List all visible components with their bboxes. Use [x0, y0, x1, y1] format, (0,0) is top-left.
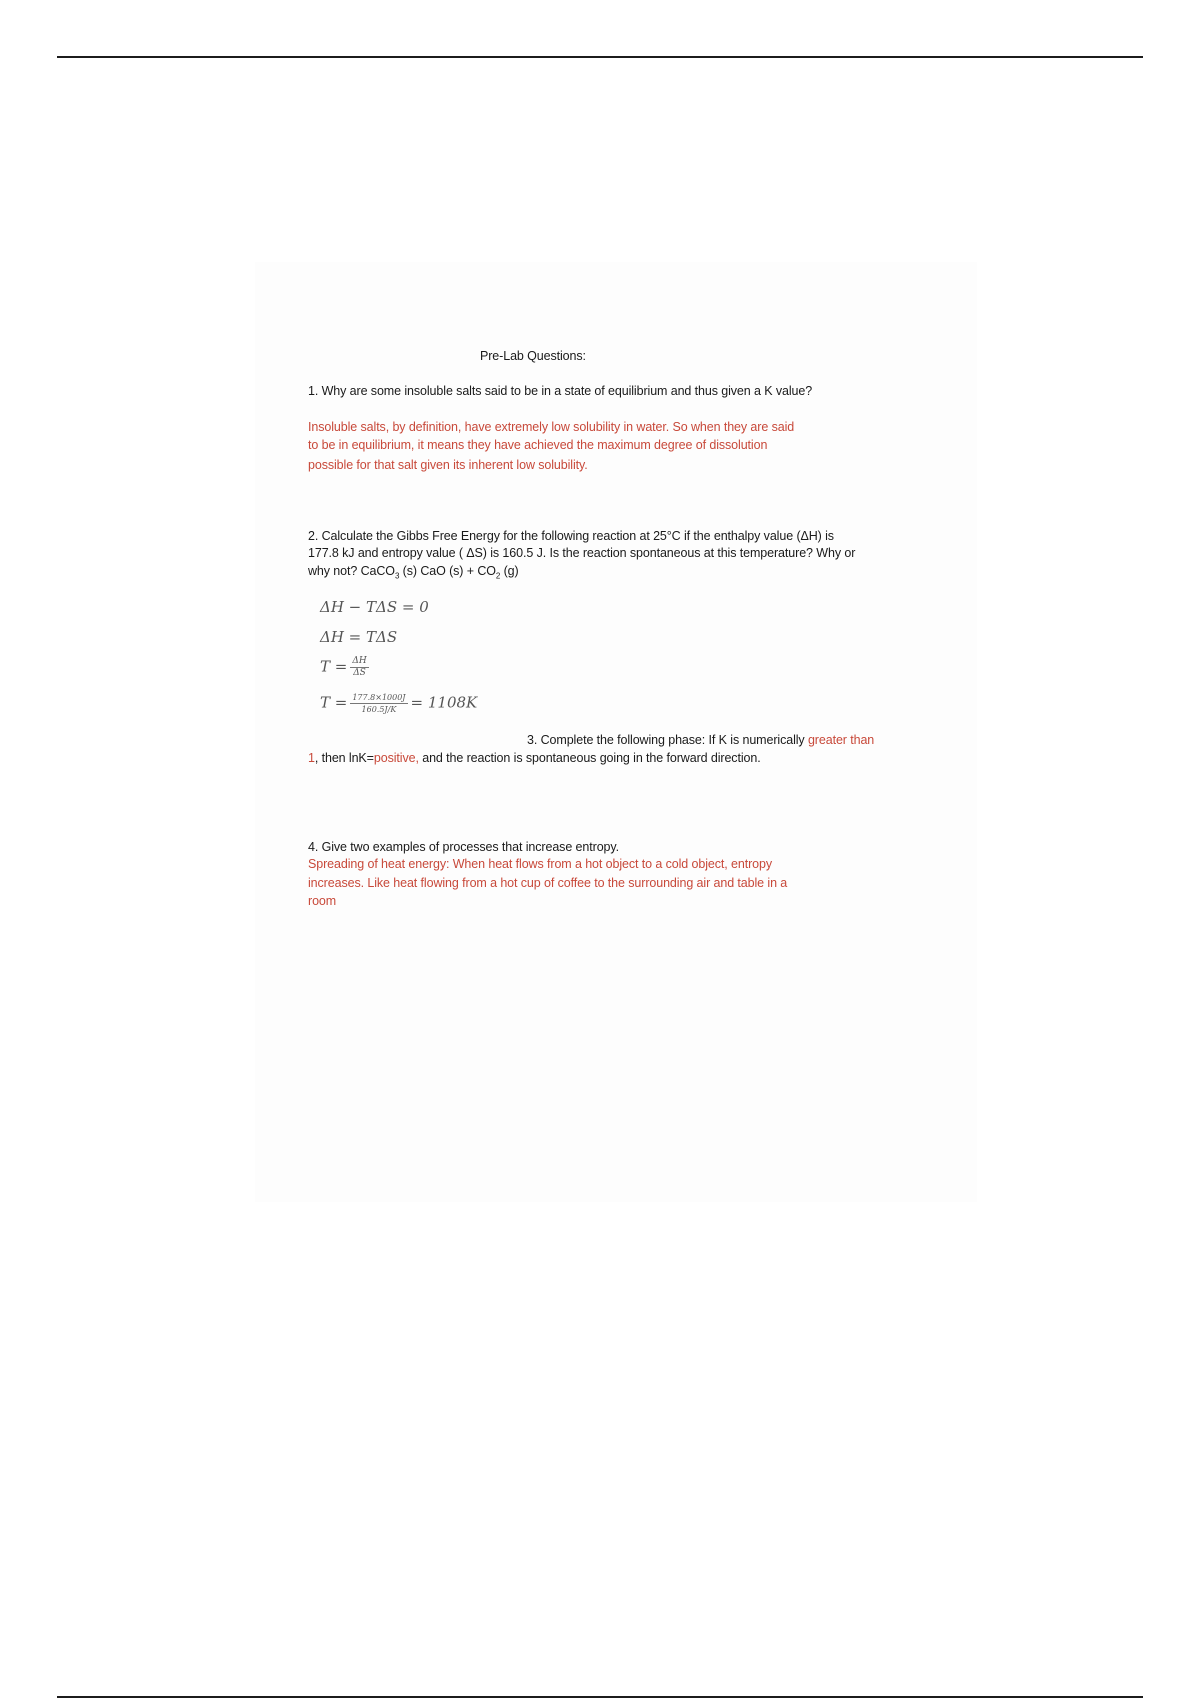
top-rule: [57, 56, 1143, 58]
answer-4-line-2: increases. Like heat flowing from a hot cup of coffee to the surrounding air and table in a: [308, 876, 788, 890]
equation-4-fraction: [350, 692, 407, 715]
equation-3-denominator: ΔS: [353, 668, 366, 678]
subscript-2: 2: [495, 571, 501, 581]
answer-1-line-1: Insoluble salts, by definition, have extremely low solubility in water. So when they are said: [308, 420, 795, 434]
bottom-rule: [57, 1696, 1143, 1698]
equation-2: ΔH = TΔS: [320, 628, 398, 646]
question-2-line-2: 177.8 kJ and entropy value ( ΔS) is 160.5 J. Is the reaction spontaneous at this temperature? Why or: [308, 546, 856, 560]
equation-3: [320, 656, 372, 679]
reaction-tail-2: (g): [500, 564, 519, 578]
question-2-line-3-text: why not? CaCO: [308, 564, 395, 578]
question-3-line-1: [527, 731, 874, 749]
page-title: Pre-Lab Questions:: [480, 349, 586, 363]
equation-4: [320, 692, 477, 715]
question-1: 1. Why are some insoluble salts said to be in a state of equilibrium and thus given a K value?: [308, 384, 813, 398]
reaction-tail-1: (s) CaO (s) + CO: [399, 564, 496, 578]
answer-1-line-3: possible for that salt given its inherent low solubility.: [308, 458, 588, 472]
equation-3-lhs: T =: [320, 657, 348, 676]
equation-4-denominator: 160.5J/K: [361, 705, 397, 714]
equation-3-numerator: ΔH: [352, 656, 367, 666]
answer-4-line-3: room: [308, 894, 337, 908]
answer-3-greater-than: greater than: [807, 733, 875, 747]
answer-3-one: 1: [308, 751, 315, 765]
equation-4-rhs: = 1108K: [410, 693, 478, 712]
equation-3-fraction: [350, 656, 368, 679]
question-2-line-1: 2. Calculate the Gibbs Free Energy for the following reaction at 25°C if the enthalpy value (ΔH) is: [308, 529, 834, 543]
answer-4-line-1: Spreading of heat energy: When heat flows from a hot object to a cold object, entropy: [308, 857, 773, 871]
equation-4-numerator: 177.8×1000J: [352, 693, 406, 702]
question-4: 4. Give two examples of processes that increase entropy.: [308, 840, 619, 854]
question-3-text-c: and the reaction is spontaneous going in the forward direction.: [418, 751, 761, 765]
answer-1-line-2: to be in equilibrium, it means they have achieved the maximum degree of dissolution: [308, 438, 768, 452]
question-3-text-b: , then lnK=: [314, 751, 374, 765]
equation-4-lhs: T =: [320, 693, 348, 712]
question-3-text-a: 3. Complete the following phase: If K is numerically: [527, 733, 808, 747]
answer-3-positive: positive,: [373, 751, 419, 765]
question-2-line-3: [308, 562, 519, 586]
question-3-line-2: [308, 749, 761, 767]
subscript-3: 3: [394, 571, 400, 581]
equation-1: ΔH − TΔS = 0: [320, 598, 429, 616]
